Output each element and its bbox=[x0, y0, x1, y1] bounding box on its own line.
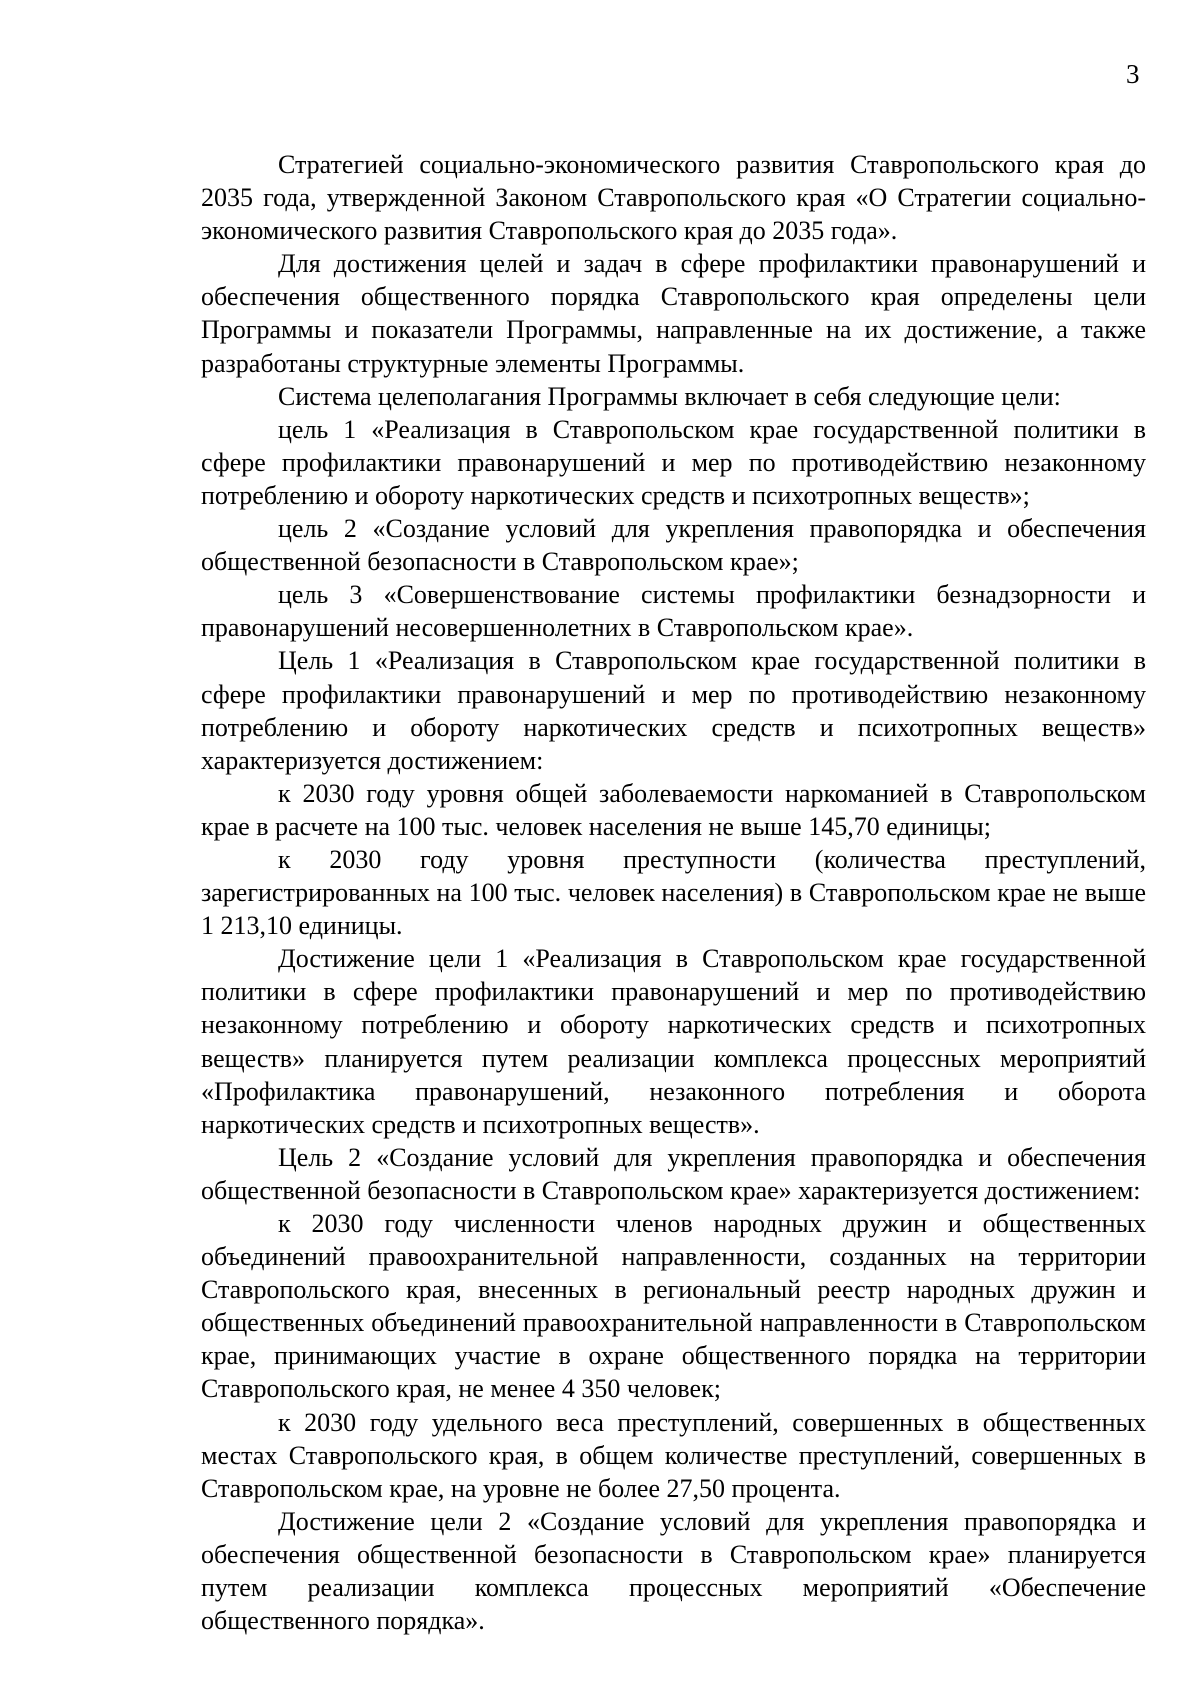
document-body bbox=[201, 148, 1146, 1637]
paragraph-goal-2-achievement: Достижение цели 2 «Создание условий для укрепления правопорядка и обеспечения общественной безопасности в Ставропольском крае» планируется путем реализации комплекса процессных мероприятий «Обеспечение общественного порядка». bbox=[201, 1506, 1146, 1636]
paragraph-goal-system: Система целеполагания Программы включает в себя следующие цели: bbox=[278, 381, 1061, 411]
paragraph-goal-3-item: цель 3 «Совершенствование системы профилактики безнадзорности и правонарушений несовершеннолетних в Ставропольском крае». bbox=[201, 580, 1146, 643]
paragraph-goal-2-indicator-public-crime: к 2030 году удельного веса преступлений, совершенных в общественных местах Ставропольского края, в общем количестве преступлений, совершенных в Ставропольском крае, на уровне не более 27,50 процента. bbox=[201, 1407, 1146, 1503]
paragraph-goal-1-item: цель 1 «Реализация в Ставропольском крае государственной политики в сфере профилактики правонарушений и мер по противодействию незаконному потреблению и обороту наркотических средств и психотропных веществ»; bbox=[201, 414, 1146, 510]
paragraph-goal-2-indicator-volunteers: к 2030 году численности членов народных дружин и общественных объединений правоохранительной направленности, созданных на территории Ставропольского края, внесенных в региональный реестр народных дружин и общественных объединений правоохранительной направленности в Ставропольском крае, принимающих участие в охране общественного порядка на территории Ставропольского края, не менее 4 350 человек; bbox=[201, 1209, 1146, 1404]
paragraph-goal-1-achievement: Достижение цели 1 «Реализация в Ставропольском крае государственной политики в сфере профилактики правонарушений и мер по противодействию незаконному потреблению и обороту наркотических средств и психотропных веществ» планируется путем реализации комплекса процессных мероприятий «Профилактика правонарушений, незаконного потребления и оборота наркотических средств и психотропных веществ». bbox=[201, 944, 1146, 1139]
paragraph-goal-1-indicator-drug: к 2030 году уровня общей заболеваемости наркоманией в Ставропольском крае в расчете на 100 тыс. человек населения не выше 145,70 единицы; bbox=[201, 778, 1146, 841]
paragraph-goal-1-description: Цель 1 «Реализация в Ставропольском крае государственной политики в сфере профилактики правонарушений и мер по противодействию незаконному потреблению и обороту наркотических средств и психотропных веществ» характеризуется достижением: bbox=[201, 646, 1146, 775]
paragraph-goal-2-description: Цель 2 «Создание условий для укрепления правопорядка и обеспечения общественной безопасности в Ставропольском крае» характеризуется достижением: bbox=[201, 1142, 1146, 1205]
paragraph-goals-intro: Для достижения целей и задач в сфере профилактики правонарушений и обеспечения общественного порядка Ставропольского края определены цели Программы и показатели Программы, направленные на их достижение, а также разработаны структурные элементы Программы. bbox=[201, 249, 1146, 378]
paragraph-strategy-reference: Стратегией социально-экономического развития Ставропольского края до 2035 года, утвержденной Законом Ставропольского края «О Стратегии социально-экономического развития Ставропольского края до 2035 года». bbox=[201, 150, 1146, 246]
paragraph-goal-1-indicator-crime: к 2030 году уровня преступности (количества преступлений, зарегистрированных на 100 тыс. человек населения) в Ставропольском крае не выше 1 213,10 единицы. bbox=[201, 844, 1146, 941]
paragraph-goal-2-item: цель 2 «Создание условий для укрепления правопорядка и обеспечения общественной безопасности в Ставропольском крае»; bbox=[201, 514, 1146, 577]
page-number: 3 bbox=[1126, 59, 1140, 89]
